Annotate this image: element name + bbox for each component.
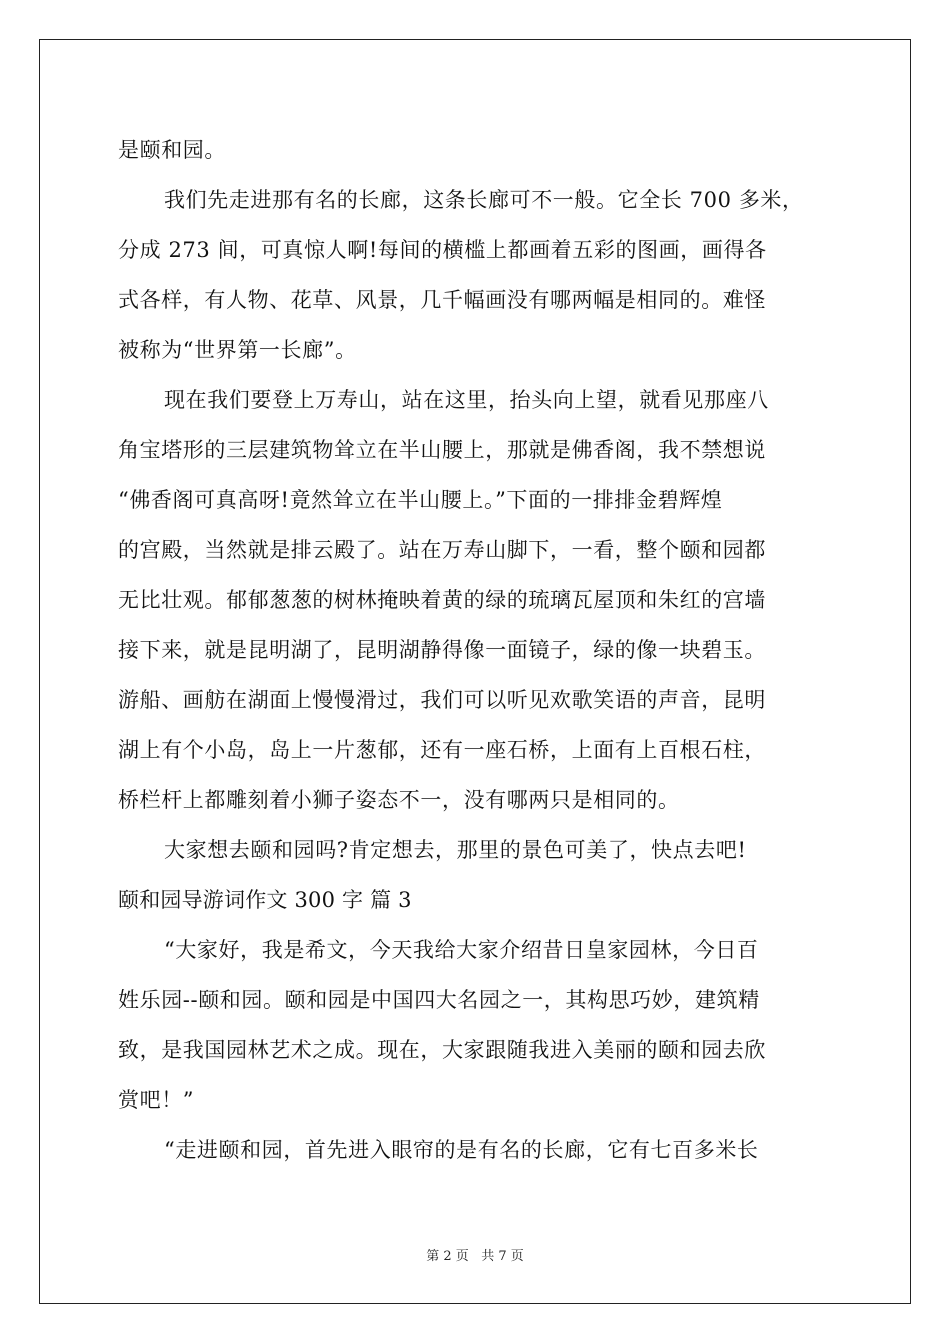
text-line: 无比壮观。郁郁葱葱的树林掩映着黄的绿的琉璃瓦屋顶和朱红的宫墙 [118,588,766,612]
text-line: 致，是我国园林艺术之成。现在，大家跟随我进入美丽的颐和园去欣 [118,1038,766,1062]
page-number-footer: 第 2 页 共 7 页 [426,1249,524,1264]
text-line: 桥栏杆上都雕刻着小狮子姿态不一，没有哪两只是相同的。 [118,788,680,812]
text-line: 姓乐园--颐和园。颐和园是中国四大名园之一，其构思巧妙，建筑精 [118,988,760,1012]
text-line: 游船、画舫在湖面上慢慢滑过，我们可以听见欢歌笑语的声音，昆明 [118,688,766,712]
text-line: 式各样，有人物、花草、风景，几千幅画没有哪两幅是相同的。难怪 [118,288,766,312]
text-line: 的宫殿，当然就是排云殿了。站在万寿山脚下，一看，整个颐和园都 [118,538,766,562]
section-heading: 颐和园导游词作文 300 字 篇 3 [118,888,412,912]
page-border [39,39,911,1304]
text-line: 是颐和园。 [118,138,226,162]
text-line: 我们先走进那有名的长廊，这条长廊可不一般。它全长 700 多米， [164,188,804,212]
text-line: 被称为“世界第一长廊”。 [118,338,357,362]
text-line: 湖上有个小岛，岛上一片葱郁，还有一座石桥，上面有上百根石柱， [118,738,766,762]
text-line: “走进颐和园，首先进入眼帘的是有名的长廊，它有七百多米长 [164,1138,759,1162]
text-line: 角宝塔形的三层建筑物耸立在半山腰上，那就是佛香阁，我不禁想说 [118,438,766,462]
text-line: 分成 273 间，可真惊人啊!每间的横槛上都画着五彩的图画，画得各 [118,238,767,262]
text-line: “佛香阁可真高呀!竟然耸立在半山腰上。”下面的一排排金碧辉煌 [118,488,723,512]
text-line: 现在我们要登上万寿山，站在这里，抬头向上望，就看见那座八 [164,388,769,412]
text-line: 大家想去颐和园吗?肯定想去，那里的景色可美了，快点去吧! [164,838,747,862]
text-line: 接下来，就是昆明湖了，昆明湖静得像一面镜子，绿的像一块碧玉。 [118,638,766,662]
text-line: “大家好，我是希文，今天我给大家介绍昔日皇家园林，今日百 [164,938,759,962]
text-line: 赏吧！” [118,1088,195,1112]
